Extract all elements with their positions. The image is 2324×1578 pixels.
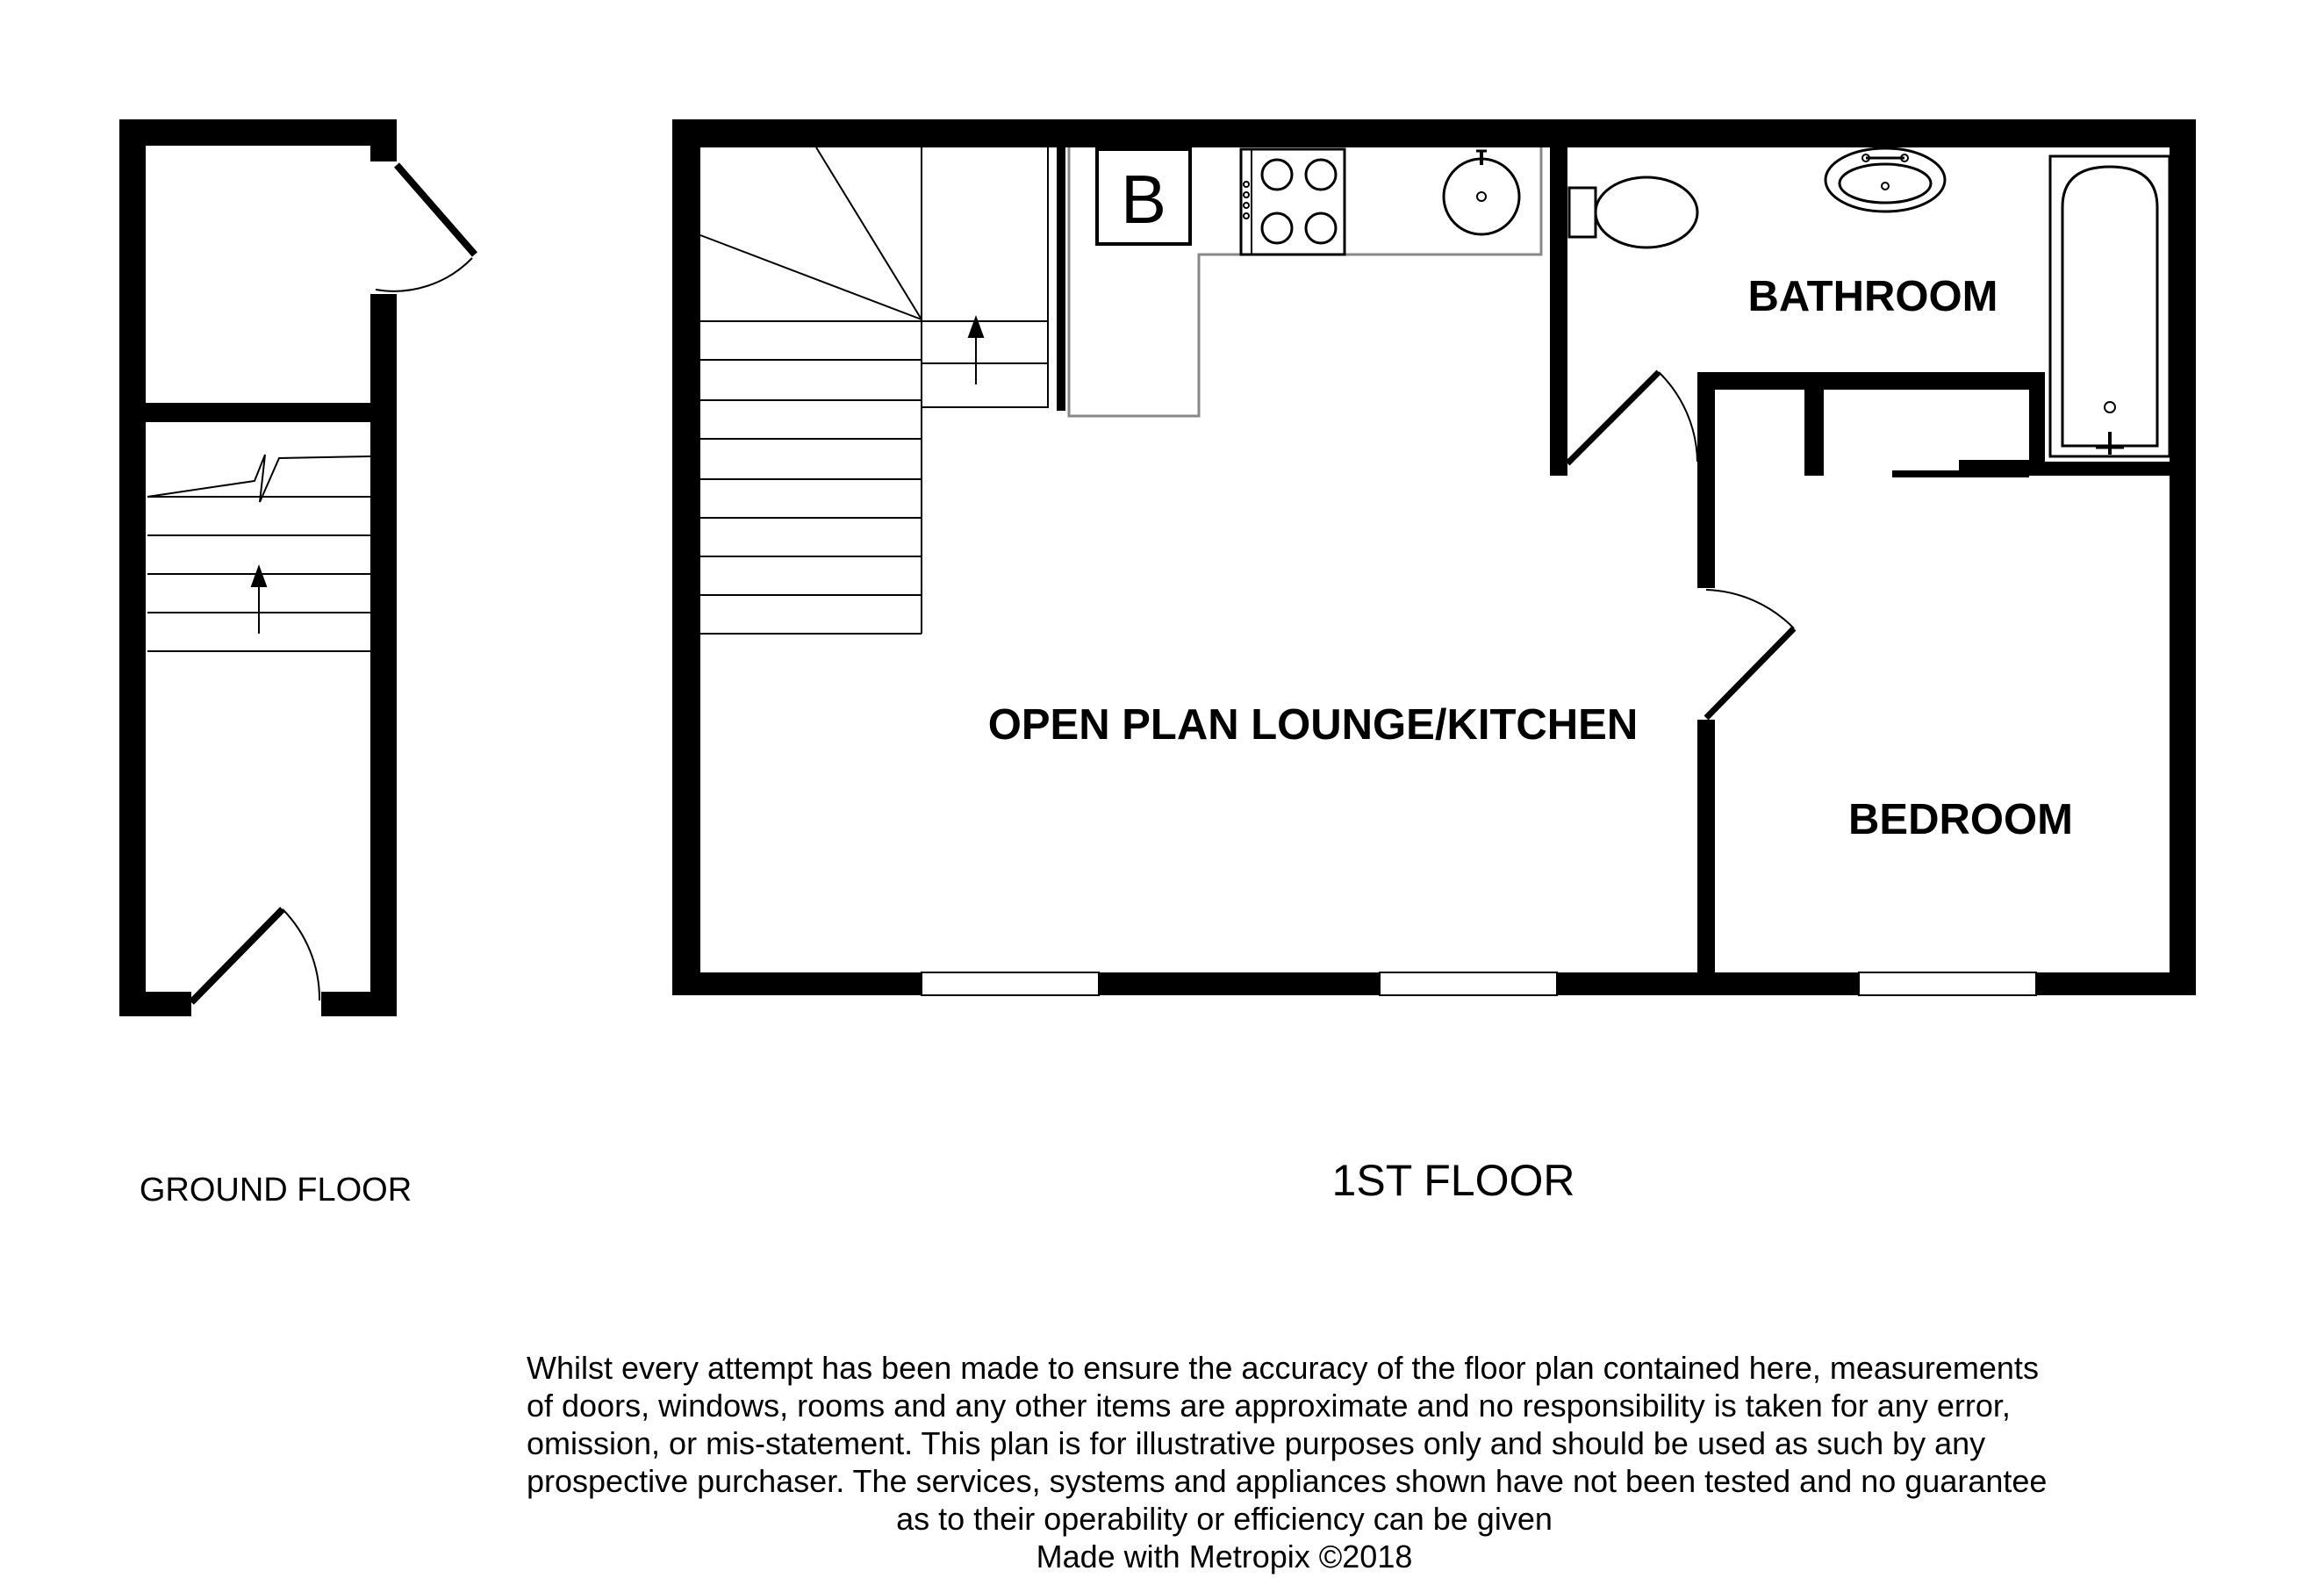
ground-floor-stairs — [147, 455, 370, 651]
disclaimer-line: omission, or mis-statement. This plan is for illustrative purposes only and should be used as such by any — [527, 1425, 1986, 1461]
ground-floor-side-door — [376, 165, 475, 291]
first-floor-plan — [672, 119, 2196, 995]
room-label-lounge-kitchen: OPEN PLAN LOUNGE/KITCHEN — [987, 701, 1639, 749]
room-label-bathroom: BATHROOM — [1747, 273, 1998, 320]
ground-floor-front-door — [191, 909, 319, 1002]
room-label-bedroom: BEDROOM — [1848, 796, 2073, 843]
kitchen-sink — [1444, 151, 1519, 234]
disclaimer-line: as to their operability or efficiency can be given — [896, 1501, 1553, 1537]
bath — [2050, 156, 2170, 456]
bathroom-door — [1567, 372, 1697, 463]
toilet — [1569, 177, 1697, 247]
metropix-credit: Made with Metropix ©2018 — [1036, 1539, 1413, 1574]
ground-floor-label: GROUND FLOOR — [139, 1172, 412, 1209]
disclaimer-line: of doors, windows, rooms and any other items are approximate and no responsibility is taken for any error, — [527, 1388, 2011, 1424]
first-floor-staircase — [700, 147, 1048, 634]
disclaimer-line: prospective purchaser. The services, systems and appliances shown have not been tested and no guarantee — [527, 1463, 2048, 1499]
ground-floor-plan — [119, 119, 475, 1016]
boiler-label: B — [1120, 161, 1167, 238]
hob — [1241, 149, 1345, 255]
boiler — [1097, 149, 1190, 244]
bathroom-basin — [1825, 148, 1945, 212]
disclaimer-line: Whilst every attempt has been made to ensure the accuracy of the floor plan contained here, measurements — [527, 1350, 2039, 1386]
bedroom-door — [1706, 590, 1794, 718]
first-floor-windows — [922, 972, 2036, 995]
disclaimer-text — [527, 1349, 2048, 1575]
first-floor-label: 1ST FLOOR — [1331, 1156, 1575, 1205]
